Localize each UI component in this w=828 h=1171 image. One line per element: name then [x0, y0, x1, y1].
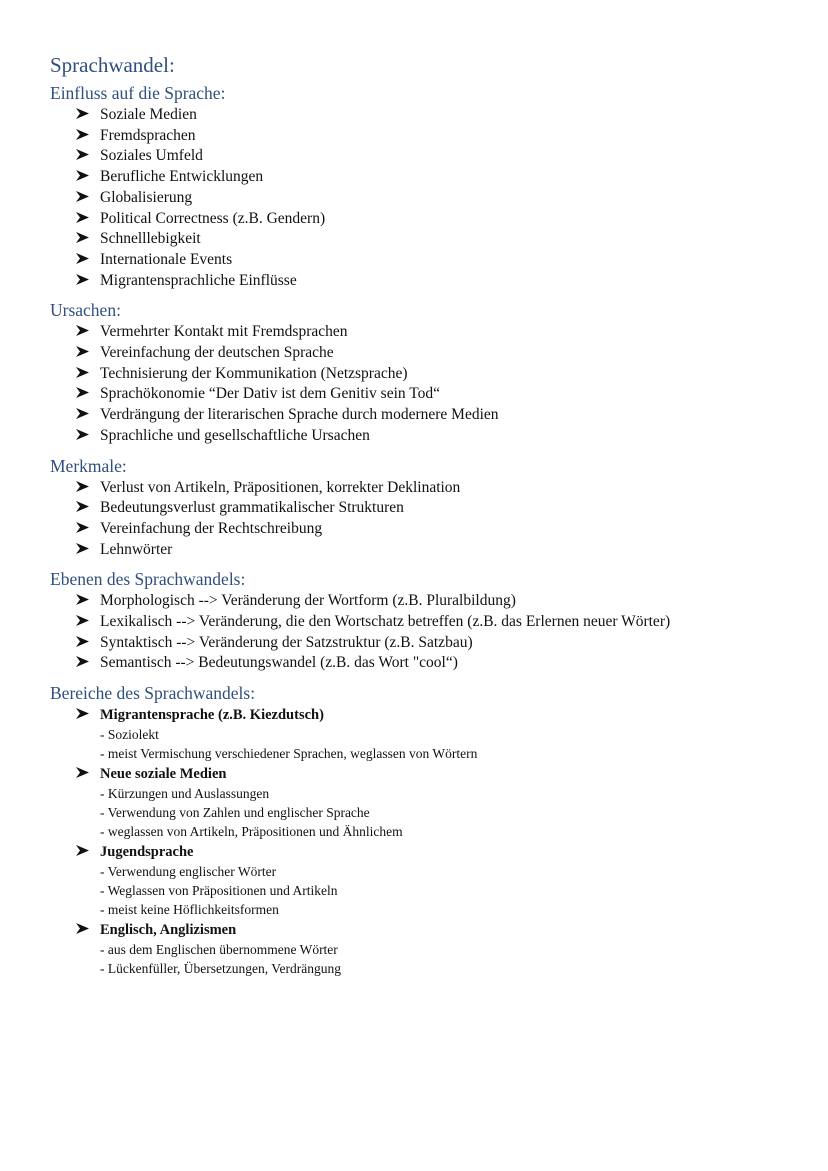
- list-item-text: Migrantensprachliche Einflüsse: [100, 271, 297, 289]
- area-details: [76, 862, 788, 919]
- area-title: Migrantensprache (z.B. Kiezdutsch): [100, 707, 324, 724]
- list-item-text: Sprachliche und gesellschaftliche Ursachen: [100, 426, 370, 444]
- detail-line: - weglassen von Artikeln, Präpositionen und Ähnlichem: [100, 824, 403, 840]
- list-item-text: Syntaktisch --> Veränderung der Satzstruktur (z.B. Satzbau): [100, 633, 473, 651]
- section-3: [50, 568, 788, 674]
- list-item: [76, 105, 788, 126]
- arrowhead-bullet-icon: [76, 656, 100, 667]
- arrowhead-bullet-icon: [76, 501, 100, 512]
- list-item-text: Political Correctness (z.B. Gendern): [100, 209, 326, 227]
- bullet-list: [50, 591, 788, 674]
- arrowhead-bullet-icon: [76, 845, 100, 856]
- bullet-list: [50, 478, 788, 561]
- list-item: [76, 519, 788, 540]
- page-title: Sprachwandel:: [50, 53, 175, 77]
- arrowhead-bullet-icon: [76, 481, 100, 492]
- detail-line: - Verwendung englischer Wörter: [100, 864, 277, 880]
- arrowhead-bullet-icon: [76, 543, 100, 554]
- area-details: [76, 725, 788, 763]
- arrowhead-bullet-icon: [76, 429, 100, 440]
- arrowhead-bullet-icon: [76, 325, 100, 336]
- list-item: [76, 384, 788, 405]
- detail-line: - Kürzungen und Auslassungen: [100, 786, 270, 802]
- area-details: [76, 784, 788, 841]
- section-heading: Einfluss auf die Sprache:: [50, 83, 226, 103]
- list-item-text: Semantisch --> Bedeutungswandel (z.B. das Wort "cool“): [100, 654, 458, 672]
- list-item-text: Soziales Umfeld: [100, 147, 203, 165]
- list-item: [76, 209, 788, 230]
- list-item: [76, 540, 788, 561]
- section-0: [50, 82, 788, 291]
- arrowhead-bullet-icon: [76, 522, 100, 533]
- list-item: [76, 126, 788, 147]
- area-heading: [76, 842, 788, 862]
- list-item-text: Internationale Events: [100, 250, 233, 268]
- list-item-text: Bedeutungsverlust grammatikalischer Strukturen: [100, 499, 404, 517]
- list-item-text: Vermehrter Kontakt mit Fremdsprachen: [100, 323, 348, 341]
- arrowhead-bullet-icon: [76, 367, 100, 378]
- arrowhead-bullet-icon: [76, 346, 100, 357]
- area-title: Englisch, Anglizismen: [100, 922, 237, 939]
- list-item: [76, 364, 788, 385]
- list-item: [76, 591, 788, 612]
- list-item: [76, 229, 788, 250]
- arrowhead-bullet-icon: [76, 708, 100, 719]
- section-2: [50, 455, 788, 561]
- list-item: [76, 426, 788, 447]
- arrowhead-bullet-icon: [76, 149, 100, 160]
- arrowhead-bullet-icon: [76, 170, 100, 181]
- area-heading: [76, 920, 788, 940]
- arrowhead-bullet-icon: [76, 232, 100, 243]
- detail-line: - meist Vermischung verschiedener Sprachen, weglassen von Wörtern: [100, 746, 478, 762]
- detail-line: - Weglassen von Präpositionen und Artikeln: [100, 883, 338, 899]
- list-item-text: Berufliche Entwicklungen: [100, 168, 264, 186]
- arrowhead-bullet-icon: [76, 923, 100, 934]
- list-item: [76, 653, 788, 674]
- detail-line: - Verwendung von Zahlen und englischer Sprache: [100, 805, 370, 821]
- list-item-text: Technisierung der Kommunikation (Netzsprache): [100, 364, 408, 382]
- detail-line: - aus dem Englischen übernommene Wörter: [100, 942, 338, 958]
- list-item-text: Soziale Medien: [100, 106, 197, 123]
- detail-line: - Soziolekt: [100, 727, 159, 743]
- sections-container: [50, 82, 788, 674]
- area-item: [76, 764, 788, 841]
- area-details: [76, 940, 788, 978]
- detail-line: - meist keine Höflichkeitsformen: [100, 902, 279, 918]
- area-title: Neue soziale Medien: [100, 766, 227, 783]
- section-1: [50, 299, 788, 446]
- list-item: [76, 612, 788, 633]
- arrowhead-bullet-icon: [76, 108, 100, 119]
- section-heading: Ursachen:: [50, 300, 121, 321]
- area-item: [76, 920, 788, 978]
- arrowhead-bullet-icon: [76, 408, 100, 419]
- list-item: [76, 343, 788, 364]
- area-title: Jugendsprache: [100, 844, 194, 861]
- area-heading: [76, 764, 788, 784]
- arrowhead-bullet-icon: [76, 387, 100, 398]
- area-item: [76, 842, 788, 919]
- list-item-text: Verlust von Artikeln, Präpositionen, korrekter Deklination: [100, 478, 461, 496]
- arrowhead-bullet-icon: [76, 615, 100, 626]
- arrowhead-bullet-icon: [76, 253, 100, 264]
- detail-line: - Lückenfüller, Übersetzungen, Verdrängung: [100, 961, 341, 977]
- list-item: [76, 271, 788, 292]
- arrowhead-bullet-icon: [76, 274, 100, 285]
- arrowhead-bullet-icon: [76, 212, 100, 223]
- bullet-list: [50, 322, 788, 446]
- list-item: [76, 250, 788, 271]
- list-item-text: Morphologisch --> Veränderung der Wortform (z.B. Pluralbildung): [100, 592, 516, 610]
- section-heading: Ebenen des Sprachwandels:: [50, 569, 246, 590]
- list-item-text: Vereinfachung der deutschen Sprache: [100, 344, 334, 362]
- list-item-text: Verdrängung der literarischen Sprache durch modernere Medien: [100, 406, 499, 424]
- list-item: [76, 167, 788, 188]
- section-heading: Merkmale:: [50, 455, 127, 476]
- list-item: [76, 146, 788, 167]
- list-item-text: Vereinfachung der Rechtschreibung: [100, 519, 323, 537]
- list-item: [76, 633, 788, 654]
- list-item-text: Sprachökonomie “Der Dativ ist dem Genitiv sein Tod“: [100, 385, 440, 403]
- section-bereiche: [50, 682, 788, 978]
- list-item: [76, 188, 788, 209]
- list-item-text: Schnelllebigkeit: [100, 230, 201, 248]
- area-item: [76, 705, 788, 763]
- list-item: [76, 478, 788, 499]
- areas-list: [50, 705, 788, 978]
- list-item-text: Lehnwörter: [100, 540, 173, 558]
- list-item-text: Lexikalisch --> Veränderung, die den Wortschatz betreffen (z.B. das Erlernen neuer Wörter): [100, 613, 671, 631]
- section-heading: Bereiche des Sprachwandels:: [50, 683, 256, 704]
- list-item: [76, 405, 788, 426]
- arrowhead-bullet-icon: [76, 636, 100, 647]
- arrowhead-bullet-icon: [76, 191, 100, 202]
- arrowhead-bullet-icon: [76, 129, 100, 140]
- area-heading: [76, 705, 788, 725]
- list-item: [76, 498, 788, 519]
- bullet-list: [50, 105, 788, 291]
- arrowhead-bullet-icon: [76, 594, 100, 605]
- list-item-text: Globalisierung: [100, 188, 193, 206]
- list-item: [76, 322, 788, 343]
- arrowhead-bullet-icon: [76, 767, 100, 778]
- list-item-text: Fremdsprachen: [100, 126, 196, 144]
